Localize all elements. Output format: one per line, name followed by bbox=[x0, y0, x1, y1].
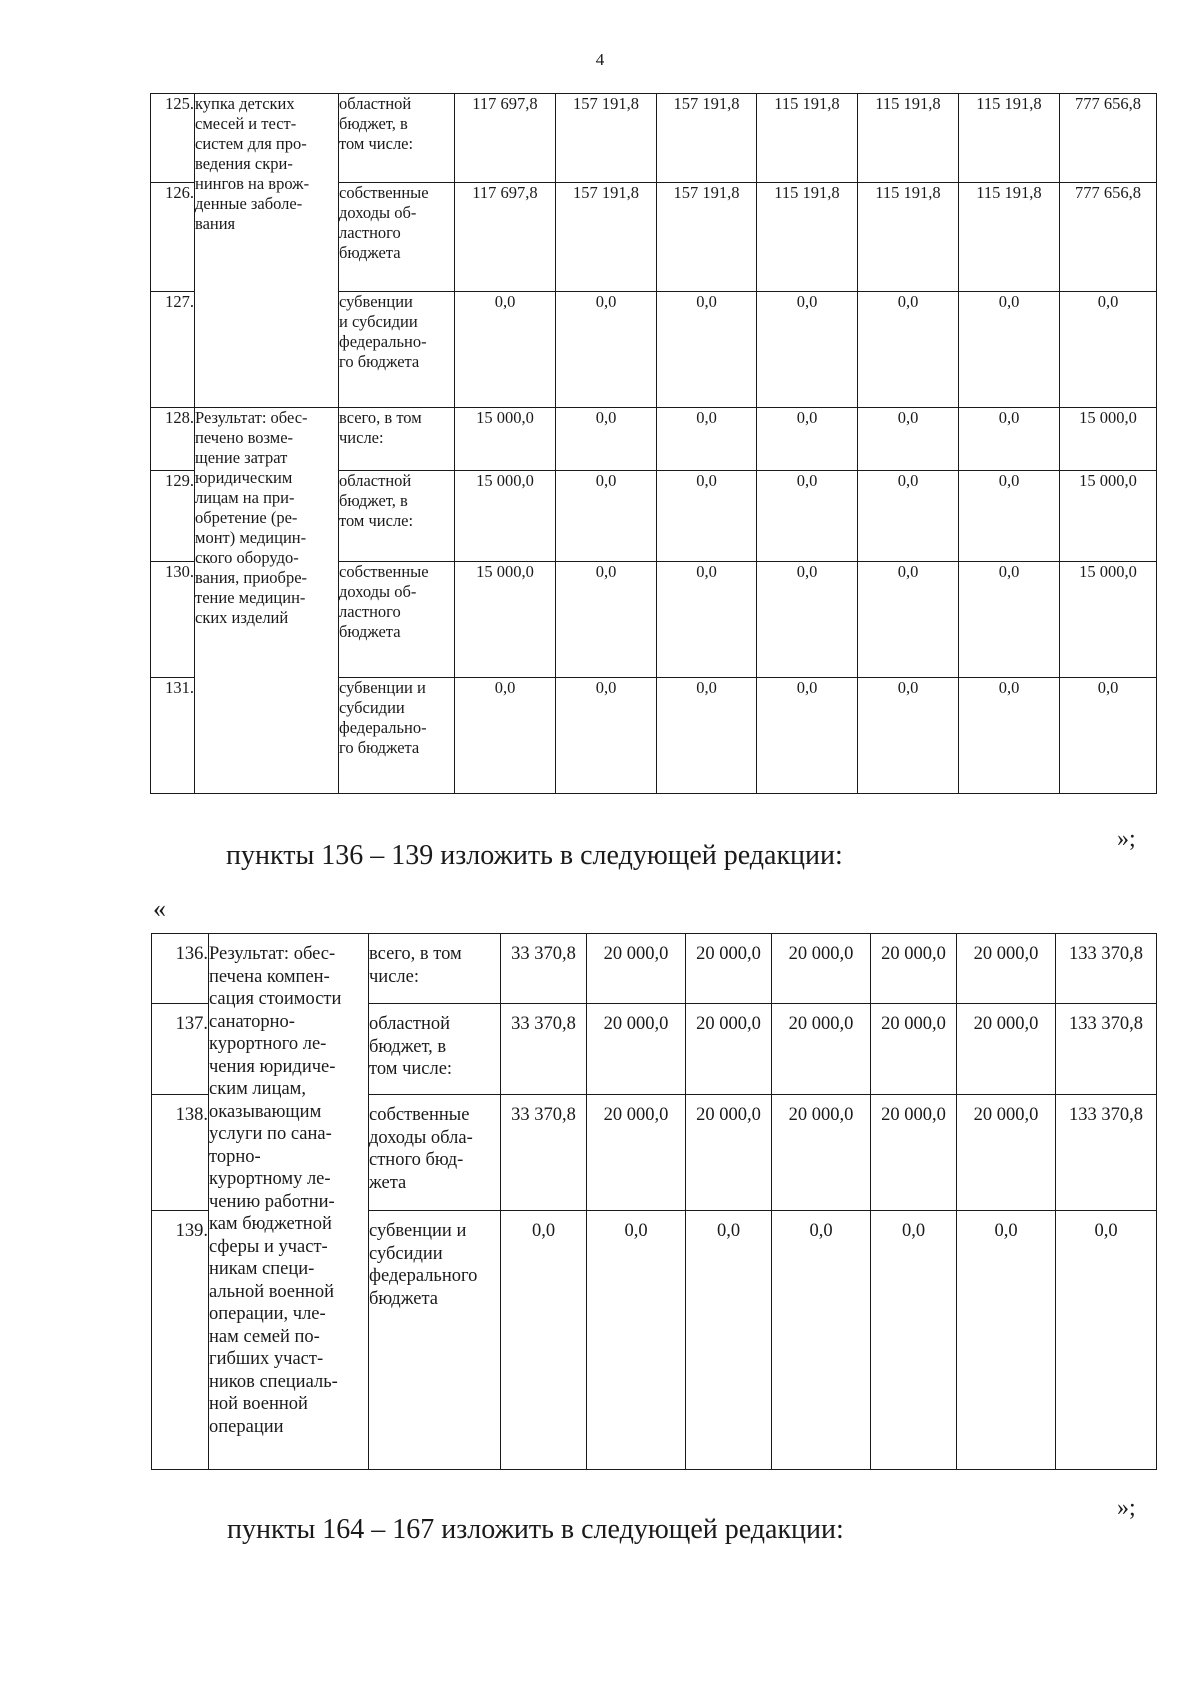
value-cell: 33 370,8 bbox=[501, 934, 587, 1004]
value-cell: 0,0 bbox=[501, 1211, 587, 1470]
value-total-cell: 0,0 bbox=[1060, 678, 1157, 794]
closing-quote: »; bbox=[1117, 1495, 1136, 1521]
value-cell: 0,0 bbox=[657, 562, 757, 678]
value-cell: 20 000,0 bbox=[957, 1095, 1056, 1211]
value-cell: 115 191,8 bbox=[858, 183, 959, 292]
value-total-cell: 0,0 bbox=[1060, 292, 1157, 408]
value-cell: 0,0 bbox=[757, 471, 858, 562]
measure-name: Результат: обес- печена компен- сация стоимости санаторно- курортного ле- чения юридиче- ским лицам, оказывающим услуги по сана- торно- курортному ле- чению работни- кам бюджетной сферы и участ- никам специ- альной военной операции, чле- нам семей по- гибших участ- ников специаль- ной военной операции bbox=[209, 934, 369, 1470]
value-total-cell: 0,0 bbox=[1056, 1211, 1157, 1470]
funding-source: субвенции и субсидии федерально- го бюджета bbox=[339, 678, 455, 794]
row-number: 138. bbox=[152, 1095, 209, 1211]
measure-name: Результат: обес- печено возме- щение затрат юридическим лицам на при- обретение (ре- монт) медицин- ского оборудо- вания, приобре- тение медицин- ских изделий bbox=[195, 408, 339, 794]
value-cell: 0,0 bbox=[657, 678, 757, 794]
value-total-cell: 15 000,0 bbox=[1060, 471, 1157, 562]
value-cell: 20 000,0 bbox=[871, 934, 957, 1004]
value-cell: 20 000,0 bbox=[686, 1004, 772, 1095]
table-row bbox=[151, 94, 1157, 183]
value-cell: 0,0 bbox=[556, 678, 657, 794]
funding-source: всего, в том числе: bbox=[339, 408, 455, 471]
value-cell: 20 000,0 bbox=[587, 1004, 686, 1095]
value-cell: 15 000,0 bbox=[455, 471, 556, 562]
value-cell: 0,0 bbox=[959, 562, 1060, 678]
value-total-cell: 133 370,8 bbox=[1056, 934, 1157, 1004]
value-cell: 0,0 bbox=[587, 1211, 686, 1470]
value-total-cell: 15 000,0 bbox=[1060, 408, 1157, 471]
value-cell: 0,0 bbox=[556, 471, 657, 562]
funding-source: собственные доходы об- ластного бюджета bbox=[339, 183, 455, 292]
funding-source: всего, в том числе: bbox=[369, 934, 501, 1004]
value-cell: 0,0 bbox=[959, 471, 1060, 562]
opening-quote: « bbox=[153, 894, 166, 923]
value-cell: 0,0 bbox=[757, 562, 858, 678]
measure-name: купка детских смесей и тест- систем для про- ведения скри- нингов на врож- денные заболе- вания bbox=[195, 94, 339, 408]
value-cell: 0,0 bbox=[957, 1211, 1056, 1470]
value-cell: 20 000,0 bbox=[587, 1095, 686, 1211]
value-total-cell: 777 656,8 bbox=[1060, 94, 1157, 183]
value-total-cell: 777 656,8 bbox=[1060, 183, 1157, 292]
value-cell: 0,0 bbox=[657, 408, 757, 471]
row-number: 130. bbox=[151, 562, 195, 678]
page-number: 4 bbox=[595, 50, 605, 69]
value-cell: 0,0 bbox=[858, 471, 959, 562]
funding-source: собственные доходы обла- стного бюд- жета bbox=[369, 1095, 501, 1211]
value-cell: 0,0 bbox=[772, 1211, 871, 1470]
value-cell: 33 370,8 bbox=[501, 1004, 587, 1095]
funding-source: областной бюджет, в том числе: bbox=[339, 471, 455, 562]
value-cell: 33 370,8 bbox=[501, 1095, 587, 1211]
value-cell: 20 000,0 bbox=[957, 934, 1056, 1004]
value-cell: 0,0 bbox=[871, 1211, 957, 1470]
value-cell: 117 697,8 bbox=[455, 94, 556, 183]
amendment-heading: пункты 136 – 139 изложить в следующей редакции: bbox=[226, 840, 843, 871]
value-cell: 0,0 bbox=[757, 292, 858, 408]
row-number: 128. bbox=[151, 408, 195, 471]
value-cell: 115 191,8 bbox=[757, 183, 858, 292]
value-cell: 0,0 bbox=[858, 292, 959, 408]
row-number: 136. bbox=[152, 934, 209, 1004]
closing-quote: »; bbox=[1117, 826, 1136, 852]
value-total-cell: 133 370,8 bbox=[1056, 1004, 1157, 1095]
value-cell: 115 191,8 bbox=[959, 183, 1060, 292]
row-number: 131. bbox=[151, 678, 195, 794]
value-cell: 0,0 bbox=[858, 562, 959, 678]
value-cell: 0,0 bbox=[657, 471, 757, 562]
row-number: 137. bbox=[152, 1004, 209, 1095]
value-cell: 20 000,0 bbox=[772, 934, 871, 1004]
value-cell: 0,0 bbox=[556, 408, 657, 471]
value-cell: 20 000,0 bbox=[686, 1095, 772, 1211]
value-cell: 20 000,0 bbox=[772, 1095, 871, 1211]
value-total-cell: 133 370,8 bbox=[1056, 1095, 1157, 1211]
value-cell: 0,0 bbox=[757, 678, 858, 794]
value-cell: 20 000,0 bbox=[871, 1004, 957, 1095]
amendment-heading: пункты 164 – 167 изложить в следующей редакции: bbox=[227, 1514, 844, 1545]
funding-source: собственные доходы об- ластного бюджета bbox=[339, 562, 455, 678]
budget-table-1 bbox=[150, 93, 1157, 794]
funding-source: областной бюджет, в том числе: bbox=[339, 94, 455, 183]
budget-table-2 bbox=[151, 933, 1157, 1470]
value-cell: 0,0 bbox=[657, 292, 757, 408]
value-cell: 157 191,8 bbox=[657, 183, 757, 292]
value-cell: 117 697,8 bbox=[455, 183, 556, 292]
table-row bbox=[152, 934, 1157, 1004]
value-cell: 20 000,0 bbox=[772, 1004, 871, 1095]
row-number: 127. bbox=[151, 292, 195, 408]
value-cell: 0,0 bbox=[455, 292, 556, 408]
value-cell: 157 191,8 bbox=[657, 94, 757, 183]
value-cell: 157 191,8 bbox=[556, 94, 657, 183]
value-cell: 0,0 bbox=[959, 292, 1060, 408]
table-row bbox=[151, 408, 1157, 471]
value-cell: 0,0 bbox=[556, 292, 657, 408]
value-cell: 0,0 bbox=[757, 408, 858, 471]
row-number: 129. bbox=[151, 471, 195, 562]
value-cell: 20 000,0 bbox=[871, 1095, 957, 1211]
row-number: 126. bbox=[151, 183, 195, 292]
value-cell: 0,0 bbox=[686, 1211, 772, 1470]
value-cell: 0,0 bbox=[858, 678, 959, 794]
value-total-cell: 15 000,0 bbox=[1060, 562, 1157, 678]
value-cell: 157 191,8 bbox=[556, 183, 657, 292]
value-cell: 0,0 bbox=[455, 678, 556, 794]
value-cell: 20 000,0 bbox=[587, 934, 686, 1004]
value-cell: 0,0 bbox=[858, 408, 959, 471]
funding-source: областной бюджет, в том числе: bbox=[369, 1004, 501, 1095]
value-cell: 115 191,8 bbox=[959, 94, 1060, 183]
value-cell: 0,0 bbox=[556, 562, 657, 678]
value-cell: 0,0 bbox=[959, 408, 1060, 471]
funding-source: субвенции и субсидии федерального бюджета bbox=[369, 1211, 501, 1470]
value-cell: 20 000,0 bbox=[686, 934, 772, 1004]
value-cell: 20 000,0 bbox=[957, 1004, 1056, 1095]
value-cell: 15 000,0 bbox=[455, 562, 556, 678]
value-cell: 115 191,8 bbox=[858, 94, 959, 183]
row-number: 125. bbox=[151, 94, 195, 183]
value-cell: 115 191,8 bbox=[757, 94, 858, 183]
value-cell: 0,0 bbox=[959, 678, 1060, 794]
row-number: 139. bbox=[152, 1211, 209, 1470]
funding-source: субвенции и субсидии федерально- го бюджета bbox=[339, 292, 455, 408]
value-cell: 15 000,0 bbox=[455, 408, 556, 471]
